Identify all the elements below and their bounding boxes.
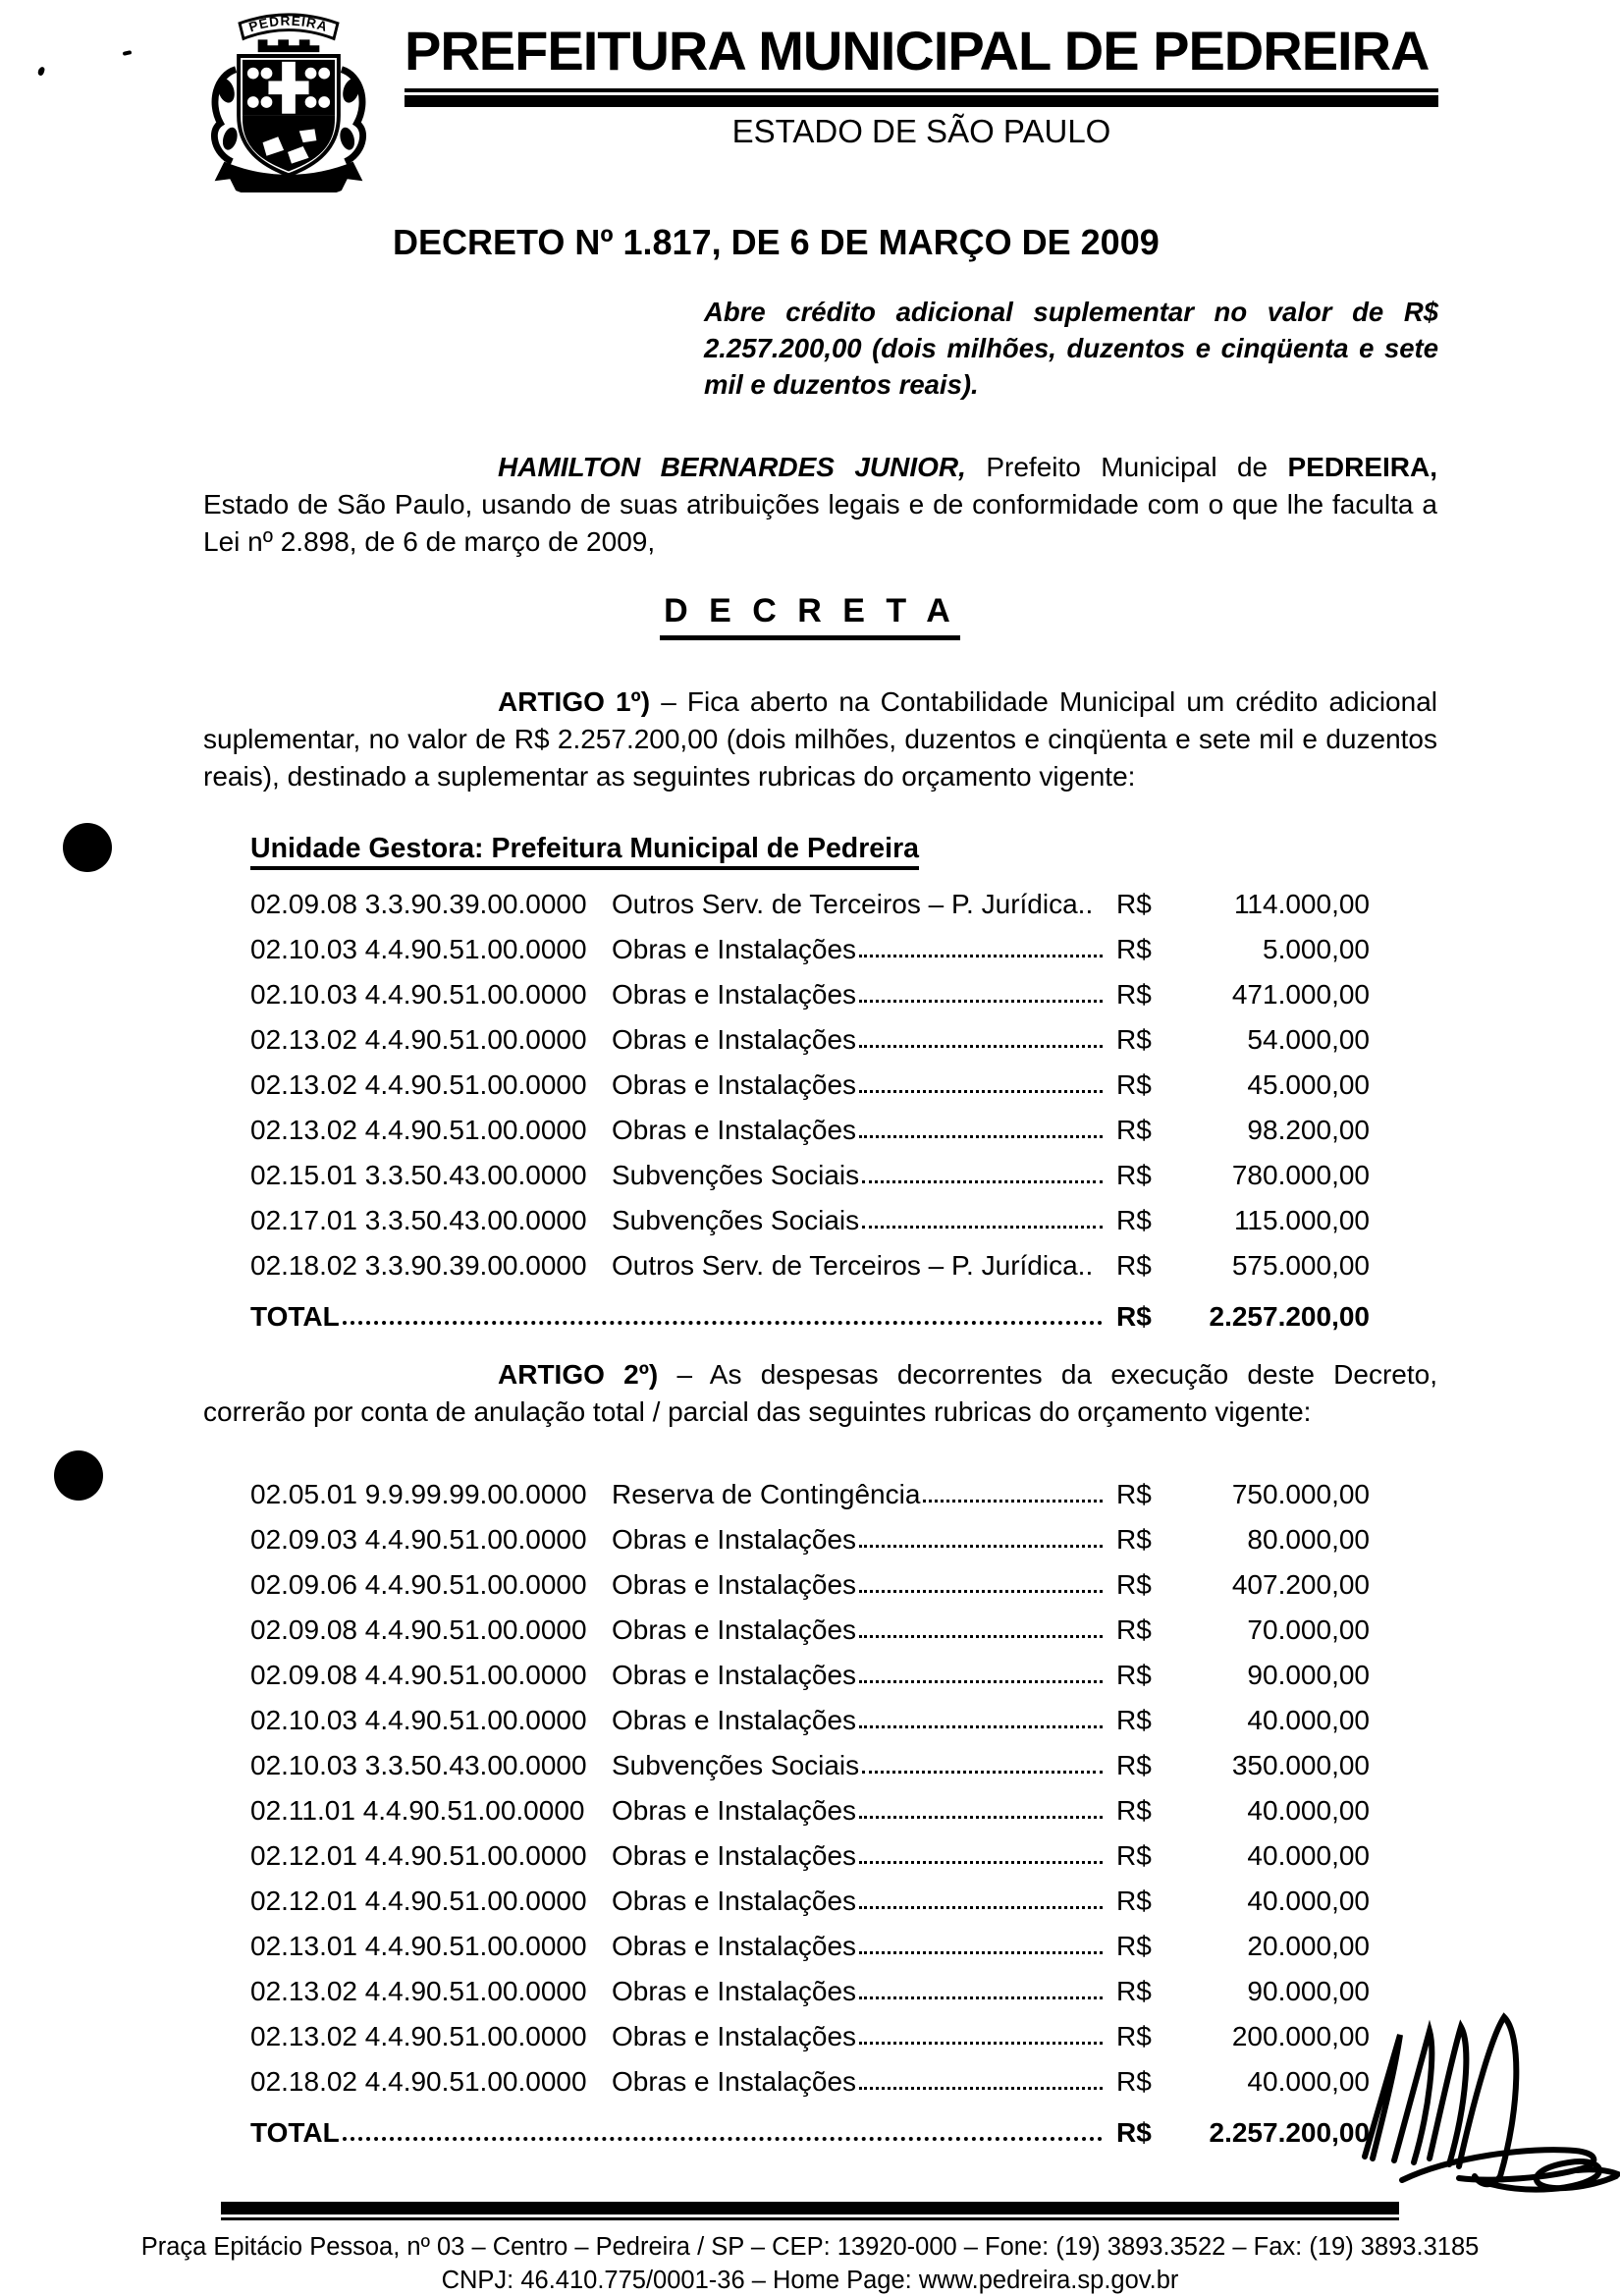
row-amount: 575.000,00 xyxy=(1231,1249,1370,1281)
row-amount: 80.000,00 xyxy=(1247,1523,1370,1555)
row-amount: 40.000,00 xyxy=(1247,1885,1370,1916)
article-1-text: – Fica aberto na Contabilidade Municipal um crédito adicional suplementar, no valor de R$ 2.257.200,00 (dois milhões, duzentos e cinqüenta e sete mil e duzentos reais), destinado a suplementar as seguintes rubricas do orçamento vigente: xyxy=(203,685,1437,792)
row-currency: R$ xyxy=(1116,1114,1152,1145)
dot-leader xyxy=(862,1180,1103,1183)
row-currency: R$ xyxy=(1116,1930,1152,1961)
table-row xyxy=(250,1009,1370,1054)
row-currency: R$ xyxy=(1116,1794,1152,1826)
dot-leader xyxy=(343,2137,1103,2141)
row-amount: 471.000,00 xyxy=(1231,978,1370,1010)
table-row xyxy=(250,1915,1370,1960)
article-1-paragraph xyxy=(203,683,1437,795)
row-budget-code: 02.09.08 3.3.90.39.00.0000 xyxy=(250,888,587,919)
dot-leader xyxy=(859,2087,1103,2090)
row-currency: R$ xyxy=(1116,1885,1152,1916)
row-description: Obras e Instalações xyxy=(612,2065,857,2097)
row-description: Obras e Instalações xyxy=(612,1659,857,1690)
row-budget-code: 02.17.01 3.3.50.43.00.0000 xyxy=(250,1204,587,1235)
crest-banner-text: PEDREIRA xyxy=(246,13,330,35)
row-amount: 40.000,00 xyxy=(1247,1704,1370,1735)
row-description: Reserva de Contingência xyxy=(612,1478,921,1509)
row-budget-code: 02.13.02 4.4.90.51.00.0000 xyxy=(250,1114,587,1145)
row-currency: R$ xyxy=(1116,1249,1152,1281)
table-row xyxy=(250,1825,1370,1870)
row-budget-code: 02.15.01 3.3.50.43.00.0000 xyxy=(250,1159,587,1190)
row-currency: R$ xyxy=(1116,2020,1152,2051)
dot-leader xyxy=(343,1321,1103,1325)
dot-leader xyxy=(859,1680,1103,1683)
table-row xyxy=(250,1734,1370,1779)
row-description: Obras e Instalações xyxy=(612,1975,857,2006)
header-rule xyxy=(405,88,1438,92)
row-budget-code: 02.13.02 4.4.90.51.00.0000 xyxy=(250,1068,587,1100)
row-amount: 70.000,00 xyxy=(1247,1613,1370,1645)
table-row xyxy=(250,2005,1370,2050)
letterhead-text xyxy=(405,10,1438,192)
table-row xyxy=(250,918,1370,963)
dot-leader xyxy=(859,1045,1103,1048)
row-budget-code: 02.09.06 4.4.90.51.00.0000 xyxy=(250,1568,587,1600)
row-currency: R$ xyxy=(1116,888,1152,919)
dot-leader xyxy=(859,1000,1103,1003)
footer-address-line: Praça Epitácio Pessoa, nº 03 – Centro – Pedreira / SP – CEP: 13920-000 – Fone: (19) 3893.3522 – Fax: (19) 3893.3185 xyxy=(140,2233,1480,2261)
total-label: TOTAL xyxy=(250,2116,340,2148)
header-rule xyxy=(405,95,1438,107)
decreta-heading-wrap xyxy=(0,592,1620,640)
dot-leader xyxy=(859,955,1103,957)
mayor-initials-signature xyxy=(1343,2001,1620,2208)
dot-leader xyxy=(859,1545,1103,1548)
dot-leader xyxy=(859,1816,1103,1819)
row-description: Obras e Instalações xyxy=(612,1068,857,1100)
supplement-table xyxy=(250,833,1370,1331)
mayor-name: HAMILTON BERNARDES JUNIOR, xyxy=(498,451,966,482)
row-description: Subvenções Sociais xyxy=(612,1204,860,1235)
dot-leader xyxy=(859,1861,1103,1864)
row-budget-code: 02.12.01 4.4.90.51.00.0000 xyxy=(250,1885,587,1916)
row-description: Obras e Instalações xyxy=(612,1114,857,1145)
row-currency: R$ xyxy=(1116,1204,1152,1235)
row-description: Obras e Instalações xyxy=(612,1930,857,1961)
total-currency: R$ xyxy=(1116,1300,1152,1332)
municipality-name: PREFEITURA MUNICIPAL DE PEDREIRA xyxy=(405,20,1430,82)
row-amount: 780.000,00 xyxy=(1231,1159,1370,1190)
row-currency: R$ xyxy=(1116,1749,1152,1780)
dot-leader xyxy=(923,1500,1103,1503)
total-amount: 2.257.200,00 xyxy=(1209,1300,1370,1332)
row-currency: R$ xyxy=(1116,978,1152,1010)
row-amount: 5.000,00 xyxy=(1263,933,1370,964)
row-currency: R$ xyxy=(1116,2065,1152,2097)
row-currency: R$ xyxy=(1116,1023,1152,1055)
row-budget-code: 02.09.03 4.4.90.51.00.0000 xyxy=(250,1523,587,1555)
article-2-label: ARTIGO 2º) xyxy=(498,1359,659,1390)
supplement-table-rows xyxy=(250,873,1370,1331)
row-currency: R$ xyxy=(1116,1613,1152,1645)
table-row xyxy=(250,1508,1370,1554)
row-description: Obras e Instalações xyxy=(612,1023,857,1055)
row-amount: 114.000,00 xyxy=(1233,888,1370,919)
table-row xyxy=(250,1234,1370,1280)
row-description: Obras e Instalações xyxy=(612,1839,857,1871)
dot-leader xyxy=(859,1906,1103,1909)
table-row xyxy=(250,1870,1370,1915)
row-budget-code: 02.10.03 4.4.90.51.00.0000 xyxy=(250,978,587,1010)
dot-leader xyxy=(859,2042,1103,2045)
state-name: ESTADO DE SÃO PAULO xyxy=(731,113,1111,149)
city-name: PEDREIRA, xyxy=(1287,451,1437,482)
row-budget-code: 02.10.03 3.3.50.43.00.0000 xyxy=(250,1749,587,1780)
row-description: Obras e Instalações xyxy=(612,1704,857,1735)
table-row xyxy=(250,1644,1370,1689)
row-amount: 40.000,00 xyxy=(1247,1794,1370,1826)
row-description: Outros Serv. de Terceiros – P. Jurídica.. xyxy=(612,888,1094,919)
preamble-text: Prefeito Municipal de xyxy=(965,451,1288,482)
row-budget-code: 02.05.01 9.9.99.99.00.0000 xyxy=(250,1478,587,1509)
dot-leader xyxy=(859,1951,1103,1954)
municipal-coat-of-arms-icon xyxy=(206,10,371,192)
row-budget-code: 02.18.02 4.4.90.51.00.0000 xyxy=(250,2065,587,2097)
annulment-table xyxy=(250,1463,1370,2147)
table-row xyxy=(250,1054,1370,1099)
row-amount: 350.000,00 xyxy=(1231,1749,1370,1780)
row-amount: 90.000,00 xyxy=(1247,1975,1370,2006)
table-row xyxy=(250,1144,1370,1189)
dot-leader xyxy=(862,1226,1103,1229)
row-currency: R$ xyxy=(1116,1478,1152,1509)
row-amount: 115.000,00 xyxy=(1233,1204,1370,1235)
table-row xyxy=(250,1960,1370,2005)
table-row xyxy=(250,1779,1370,1825)
row-currency: R$ xyxy=(1116,1839,1152,1871)
row-amount: 90.000,00 xyxy=(1247,1659,1370,1690)
row-currency: R$ xyxy=(1116,1523,1152,1555)
decreta-heading: D E C R E T A xyxy=(660,592,960,640)
row-currency: R$ xyxy=(1116,1068,1152,1100)
row-budget-code: 02.13.01 4.4.90.51.00.0000 xyxy=(250,1930,587,1961)
row-description: Obras e Instalações xyxy=(612,1613,857,1645)
row-description: Subvenções Sociais xyxy=(612,1749,860,1780)
punch-hole-mark xyxy=(54,1450,103,1501)
row-currency: R$ xyxy=(1116,1159,1152,1190)
total-currency: R$ xyxy=(1116,2116,1152,2148)
row-description: Obras e Instalações xyxy=(612,2020,857,2051)
letterhead-footer xyxy=(0,2202,1620,2296)
total-amount: 2.257.200,00 xyxy=(1209,2116,1370,2148)
annulment-table-rows xyxy=(250,1463,1370,2147)
total-label: TOTAL xyxy=(250,1300,340,1332)
row-budget-code: 02.13.02 4.4.90.51.00.0000 xyxy=(250,2020,587,2051)
preamble-text: Estado de São Paulo, usando de suas atribuições legais e de conformidade com o que lhe faculta a Lei nº 2.898, de 6 de março de 2009, xyxy=(203,488,1437,557)
row-budget-code: 02.10.03 4.4.90.51.00.0000 xyxy=(250,1704,587,1735)
row-currency: R$ xyxy=(1116,1704,1152,1735)
row-currency: R$ xyxy=(1116,933,1152,964)
row-description: Subvenções Sociais xyxy=(612,1159,860,1190)
table-row xyxy=(250,1554,1370,1599)
row-budget-code: 02.13.02 4.4.90.51.00.0000 xyxy=(250,1975,587,2006)
letterhead xyxy=(0,0,1620,192)
footer-rule xyxy=(221,2217,1399,2220)
row-description: Obras e Instalações xyxy=(612,1568,857,1600)
punch-hole-mark xyxy=(63,823,112,872)
footer-rule xyxy=(221,2202,1399,2214)
managing-unit-heading: Unidade Gestora: Prefeitura Municipal de Pedreira xyxy=(250,833,1370,865)
table-total-row xyxy=(250,1280,1370,1331)
row-description: Obras e Instalações xyxy=(612,1794,857,1826)
row-budget-code: 02.11.01 4.4.90.51.00.0000 xyxy=(250,1794,585,1826)
row-description: Obras e Instalações xyxy=(612,978,857,1010)
footer-cnpj-line: CNPJ: 46.410.775/0001-36 – Home Page: www.pedreira.sp.gov.br xyxy=(441,2267,1179,2295)
table-row xyxy=(250,873,1370,918)
preamble-paragraph xyxy=(203,449,1437,561)
article-2-paragraph xyxy=(203,1356,1437,1431)
dot-leader xyxy=(859,1996,1103,1999)
row-amount: 40.000,00 xyxy=(1247,1839,1370,1871)
dot-leader xyxy=(859,1635,1103,1638)
decree-summary: Abre crédito adicional suplementar no valor de R$ 2.257.200,00 (dois milhões, duzentos e cinqüenta e sete mil e duzentos reais). xyxy=(704,297,1438,400)
row-budget-code: 02.10.03 4.4.90.51.00.0000 xyxy=(250,933,587,964)
article-2-text: – As despesas decorrentes da execução deste Decreto, correrão por conta de anulação total / parcial das seguintes rubricas do orçamento vigente: xyxy=(203,1359,1437,1428)
decree-title: DECRETO Nº 1.817, DE 6 DE MARÇO DE 2009 xyxy=(393,222,1160,262)
row-currency: R$ xyxy=(1116,1568,1152,1600)
row-budget-code: 02.09.08 4.4.90.51.00.0000 xyxy=(250,1659,587,1690)
row-amount: 98.200,00 xyxy=(1247,1114,1370,1145)
row-amount: 54.000,00 xyxy=(1247,1023,1370,1055)
row-description: Outros Serv. de Terceiros – P. Jurídica.. xyxy=(612,1249,1094,1281)
row-amount: 407.200,00 xyxy=(1231,1568,1370,1600)
row-budget-code: 02.18.02 3.3.90.39.00.0000 xyxy=(250,1249,587,1281)
row-amount: 40.000,00 xyxy=(1247,2065,1370,2097)
row-amount: 750.000,00 xyxy=(1231,1478,1370,1509)
row-currency: R$ xyxy=(1116,1659,1152,1690)
dot-leader xyxy=(859,1135,1103,1138)
row-description: Obras e Instalações xyxy=(612,1523,857,1555)
row-amount: 45.000,00 xyxy=(1247,1068,1370,1100)
row-description: Obras e Instalações xyxy=(612,933,857,964)
row-budget-code: 02.12.01 4.4.90.51.00.0000 xyxy=(250,1839,587,1871)
table-row xyxy=(250,1689,1370,1734)
table-row xyxy=(250,1463,1370,1508)
table-row xyxy=(250,963,1370,1009)
row-amount: 200.000,00 xyxy=(1231,2020,1370,2051)
table-row xyxy=(250,1599,1370,1644)
dot-leader xyxy=(859,1090,1103,1093)
row-budget-code: 02.13.02 4.4.90.51.00.0000 xyxy=(250,1023,587,1055)
dot-leader xyxy=(859,1725,1103,1728)
row-currency: R$ xyxy=(1116,1975,1152,2006)
table-total-row xyxy=(250,2096,1370,2147)
table-row xyxy=(250,1099,1370,1144)
table-row xyxy=(250,1189,1370,1234)
row-amount: 20.000,00 xyxy=(1247,1930,1370,1961)
article-1-label: ARTIGO 1º) xyxy=(498,685,651,717)
dot-leader xyxy=(859,1590,1103,1593)
table-row xyxy=(250,2050,1370,2096)
dot-leader xyxy=(862,1771,1103,1774)
row-budget-code: 02.09.08 4.4.90.51.00.0000 xyxy=(250,1613,587,1645)
row-description: Obras e Instalações xyxy=(612,1885,857,1916)
